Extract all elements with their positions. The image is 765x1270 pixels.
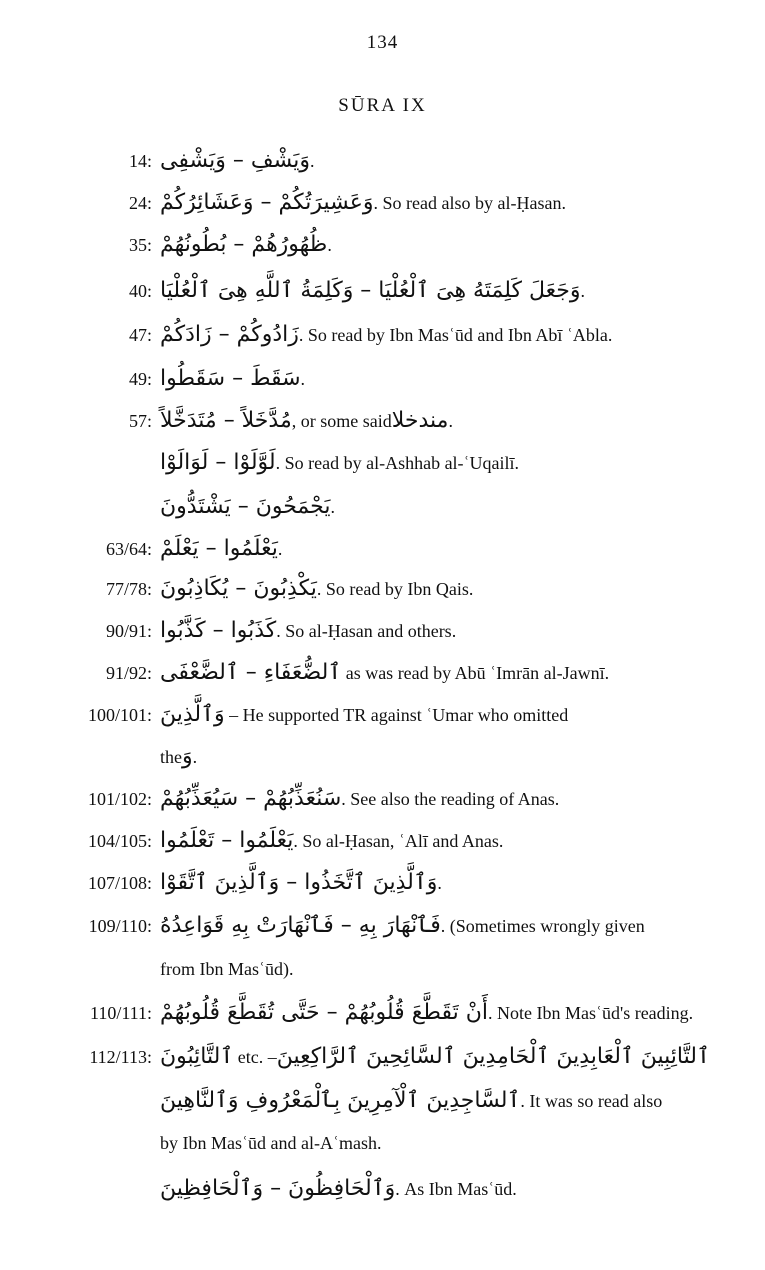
entry-content [160, 652, 715, 694]
entry-content [160, 1122, 715, 1164]
commentary-text: . [327, 235, 332, 255]
verse-number: 24: [128, 193, 152, 213]
verse-number: 110/111: [90, 1003, 152, 1023]
commentary-text: by Ibn Masʿūd and al-Aʿmash. [160, 1133, 382, 1153]
entry-content [160, 1168, 715, 1210]
entry-content [160, 1036, 715, 1078]
entry-content [160, 905, 715, 947]
arabic-reading: وَيَشْفِ – وَيَشْفِى [160, 148, 310, 173]
entry-content [160, 820, 715, 862]
entry-line [0, 862, 765, 904]
arabic-reading: ٱلتَّائِبِينَ ٱلْعَابِدِينَ ٱلْحَامِدِينَ ٱلسَّائِحِينَ ٱلرَّاكِعِينَ [276, 1044, 710, 1069]
entry-content [160, 358, 715, 400]
entry-line [0, 400, 765, 442]
entry-content [160, 948, 715, 990]
commentary-text: . So read by Ibn Qais. [316, 579, 474, 599]
entry-content [160, 736, 715, 778]
commentary-text: . [437, 873, 442, 893]
entry-line [0, 992, 765, 1034]
commentary-text: . [300, 369, 306, 389]
commentary-text: as was read by Abū ʿImrān al-Jawnī. [341, 663, 610, 683]
verse-number: 104/105: [87, 831, 152, 851]
commentary-text: . So read by al-Ashhab al-ʿUqailī. [275, 453, 520, 473]
verse-number: 77/78: [105, 579, 152, 599]
commentary-text: the [160, 747, 182, 767]
commentary-text: . So al-Ḥasan, ʿAlī and Anas. [293, 831, 504, 851]
arabic-reading: وَ [182, 744, 193, 769]
arabic-reading: سَقَطَ – سَقَطُوا [160, 366, 301, 391]
verse-number: 49: [128, 369, 152, 389]
arabic-reading: ٱلتَّائِبُونَ [160, 1044, 234, 1069]
arabic-reading: لَوَّلَوْا – لَوَالَوْا [160, 450, 276, 475]
verse-number: 112/113: [89, 1047, 152, 1067]
entry-content [160, 270, 715, 312]
entry-content [160, 224, 715, 266]
verse-number: 109/110: [88, 916, 152, 936]
page-number: 134 [366, 32, 399, 53]
entry-line [0, 905, 765, 947]
arabic-reading: يَكْذِبُونَ – يُكَاذِبُونَ [160, 576, 317, 601]
entry-line [0, 358, 765, 400]
entry-line [0, 652, 765, 694]
commentary-text: . So al-Ḥasan and others. [276, 621, 457, 641]
entry-line [0, 182, 765, 224]
arabic-reading: أَنْ تَقَطَّعَ قُلُوبُهُمْ – حَتَّى تُقَطَّعَ قُلُوبُهُمْ [160, 1000, 488, 1025]
entry-line [0, 948, 765, 990]
arabic-reading: يَعْلَمُوا – يَعْلَمْ [160, 536, 278, 561]
arabic-reading: ظُهُورُهُمْ – بُطُونُهُمْ [160, 232, 328, 257]
arabic-reading: فَٱنْهَارَ بِهِ – فَٱنْهَارَتْ بِهِ قَوَاعِدُهُ [160, 913, 441, 938]
entry-line [0, 442, 765, 484]
entry-line [0, 694, 765, 736]
commentary-text: – He supported TR against ʿUmar who omitted [224, 705, 569, 725]
verse-number: 90/91: [105, 621, 152, 641]
entry-line [0, 314, 765, 356]
arabic-reading: زَادُوكُمْ – زَادَكُمْ [160, 322, 299, 347]
commentary-text: . [448, 411, 453, 431]
arabic-reading: وَجَعَلَ كَلِمَتَهُ هِىَ ٱلْعُلْيَا – وَكَلِمَةُ ٱللَّهِ هِىَ ٱلْعُلْيَا [160, 278, 581, 303]
arabic-reading: مندخلا [391, 408, 449, 433]
entry-line [0, 140, 765, 182]
verse-number: 57: [128, 411, 152, 431]
arabic-reading: سَنُعَذِّبُهُمْ – سَيُعَذِّبُهُمْ [160, 786, 342, 811]
arabic-reading: كَذَبُوا – كَذَّبُوا [160, 618, 277, 643]
arabic-reading: مُدَّخَلاً – مُتَدَخَّلاً [160, 408, 292, 433]
commentary-text: . See also the reading of Anas. [341, 789, 560, 809]
arabic-reading: وَعَشِيرَتُكُمْ – وَعَشَائِرُكُمْ [160, 190, 374, 215]
entry-line [0, 568, 765, 610]
commentary-text: . [277, 539, 283, 559]
arabic-reading: ٱلضُّعَفَاءِ – ٱلضَّعْفَى [160, 660, 342, 685]
entry-line [0, 778, 765, 820]
entry-content [160, 182, 715, 224]
entry-content [160, 694, 715, 736]
arabic-reading: وَٱلَّذِينَ ٱتَّخَذُوا – وَٱلَّذِينَ ٱتَّقَوْا [160, 870, 438, 895]
commentary-text: . Note Ibn Masʿūd's reading. [487, 1003, 694, 1023]
entry-line [0, 610, 765, 652]
commentary-text: . So read also by al-Ḥasan. [373, 193, 566, 213]
entry-line [0, 736, 765, 778]
arabic-reading: يَعْلَمُوا – تَعْلَمُوا [160, 828, 294, 853]
commentary-text: from Ibn Masʿūd). [160, 959, 294, 979]
entry-line [0, 1080, 765, 1122]
arabic-reading: وَٱلْحَافِظُونَ – وَٱلْحَافِظِينَ [160, 1176, 396, 1201]
commentary-text: , or some said [291, 411, 392, 431]
verse-number: 63/64: [105, 539, 152, 559]
entry-line [0, 486, 765, 528]
verse-number: 107/108: [87, 873, 152, 893]
entry-line [0, 224, 765, 266]
entry-content [160, 140, 715, 182]
arabic-reading: يَجْمَحُونَ – يَشْتَدُّونَ [160, 494, 331, 519]
arabic-reading: وَٱلَّذِينَ [160, 702, 225, 727]
entry-content [160, 400, 715, 442]
verse-number: 91/92: [105, 663, 152, 683]
entry-content [160, 778, 715, 820]
commentary-text: . [192, 747, 198, 767]
commentary-text: . (Sometimes wrongly given [440, 916, 645, 936]
entry-content [160, 528, 715, 570]
entry-content [160, 992, 715, 1034]
commentary-text: etc. – [233, 1047, 277, 1067]
verse-number: 14: [128, 151, 152, 171]
entry-content [160, 1080, 715, 1122]
verse-number: 40: [128, 281, 152, 301]
arabic-reading: ٱلسَّاجِدِينَ ٱلْآمِرِينَ بِٱلْمَعْرُوفِ وَٱلنَّاهِينَ [160, 1088, 521, 1113]
entry-content [160, 314, 715, 356]
entry-content [160, 442, 715, 484]
entry-line [0, 528, 765, 570]
verse-number: 100/101: [87, 705, 152, 725]
commentary-text: . So read by Ibn Masʿūd and Ibn Abī ʿAbla. [298, 325, 613, 345]
commentary-text: . [309, 151, 315, 171]
entry-line [0, 820, 765, 862]
entry-content [160, 486, 715, 528]
verse-number: 35: [128, 235, 152, 255]
entry-line [0, 270, 765, 312]
entry-line [0, 1122, 765, 1164]
sura-title: SŪRA IX [338, 95, 427, 116]
entry-content [160, 568, 715, 610]
commentary-text: . It was so read also [520, 1091, 663, 1111]
entry-content [160, 610, 715, 652]
commentary-text: . [580, 281, 585, 301]
entry-line [0, 1036, 765, 1078]
commentary-text: . As Ibn Masʿūd. [395, 1179, 517, 1199]
entry-content [160, 862, 715, 904]
verse-number: 101/102: [87, 789, 152, 809]
commentary-text: . [330, 497, 335, 517]
entry-line [0, 1168, 765, 1210]
verse-number: 47: [128, 325, 152, 345]
